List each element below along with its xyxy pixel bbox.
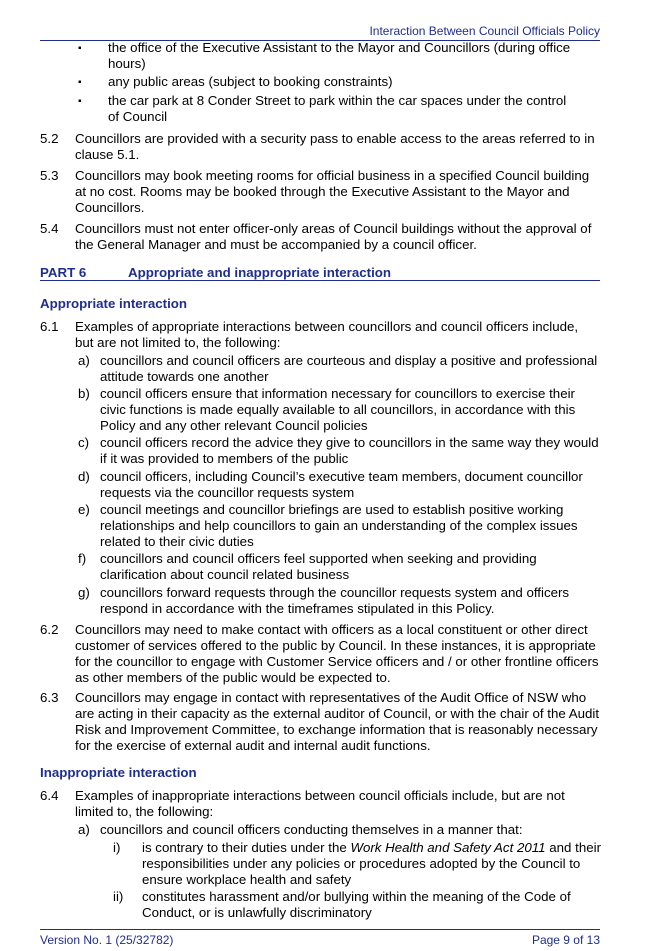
clause-number: 5.2 — [40, 131, 59, 146]
list-label: f) — [78, 551, 87, 566]
sublist-label: ii) — [113, 889, 124, 904]
part-rule — [40, 280, 600, 281]
clause-text: Councillors may book meeting rooms for official business in a specified Council building at no cost. Rooms may be booked through the Executive Assistant to the Mayor and Councillors. — [75, 168, 590, 216]
footer-page-number: Page 9 of 13 — [531, 933, 600, 947]
clause-text: Councillors may need to make contact with officers as a local constituent or other direct customer of services offered to the public by Council. In these instances, it is appropriate for the councillor to engage with Customer Service officers and / or other frontline officers as other members of the public would be expected to. — [75, 622, 599, 686]
list-item: council meetings and councillor briefings are used to establish positive working relationships and help councillors to gain an understanding of the complex issues related to their civic duties — [100, 502, 578, 550]
clause-text: Councillors are provided with a security pass to enable access to the areas referred to in clause 5.1. — [75, 131, 595, 163]
list-label: c) — [78, 435, 90, 450]
list-item: councillors and council officers are courteous and display a positive and professional attitude towards one another — [100, 353, 598, 385]
part-label: PART 6 — [40, 265, 87, 280]
sublist-item — [142, 840, 602, 888]
bullet-marker-1: ▪ — [78, 43, 82, 54]
list-item: councillors and council officers feel supported when seeking and providing clarification about council related business — [100, 551, 537, 583]
act-title: Work Health and Safety Act 2011 — [350, 840, 546, 855]
list-label: d) — [78, 469, 90, 484]
list-item: council officers ensure that information necessary for councillors to exercise their civic functions is made equally available to all councillors, in accordance with this Policy and any other relevant Council policies — [100, 386, 576, 434]
clause-number: 6.4 — [40, 788, 59, 803]
list-label: g) — [78, 585, 90, 600]
bullet-marker-2: ▪ — [78, 77, 82, 88]
section-heading-inappropriate: Inappropriate interaction — [40, 765, 197, 780]
bullet-item-2: any public areas (subject to booking constraints) — [108, 74, 393, 89]
clause-number: 5.3 — [40, 168, 59, 183]
bullet-item-1: the office of the Executive Assistant to the Mayor and Councillors (during office hours) — [108, 40, 571, 72]
section-heading-appropriate: Appropriate interaction — [40, 296, 188, 311]
sublist-text: is contrary to their duties under the — [142, 840, 351, 855]
part-title: Appropriate and inappropriate interaction — [128, 265, 392, 280]
clause-text: Examples of inappropriate interactions between council officials include, but are not limited to, the following: — [75, 788, 565, 820]
clause-text: Councillors may engage in contact with representatives of the Audit Office of NSW who are acting in their capacity as the external auditor of Council, or with the chair of the Audit Risk and Improvement Committee, to exchange information that is reasonably necessary for the exercise of external audit and internal audit functions. — [75, 690, 600, 754]
sublist-item: constitutes harassment and/or bullying within the meaning of the Code of Conduct, or is unlawfully discriminatory — [142, 889, 571, 921]
list-item: councillors forward requests through the councillor requests system and officers respond in accordance with the timeframes stipulated in this Policy. — [100, 585, 570, 617]
clause-number: 6.2 — [40, 622, 59, 637]
list-item: councillors and council officers conducting themselves in a manner that: — [100, 822, 523, 837]
clause-text: Councillors must not enter officer-only areas of Council buildings without the approval of the General Manager and must be accompanied by a council officer. — [75, 221, 592, 253]
list-label: e) — [78, 502, 90, 517]
list-item: council officers record the advice they give to councillors in the same way they would if it was provided to members of the public — [100, 435, 599, 467]
header-title: Interaction Between Council Officials Policy — [369, 24, 600, 38]
clause-number: 6.1 — [40, 319, 59, 334]
clause-number: 5.4 — [40, 221, 59, 236]
sublist-text: and their responsibilities under any policies or procedures adopted by the Council to ensure workplace health and safety — [142, 840, 602, 888]
footer-version: Version No. 1 (25/32782) — [40, 933, 174, 947]
list-label: b) — [78, 386, 90, 401]
list-item: council officers, including Council’s executive team members, document councillor requests via the councillor requests system — [100, 469, 583, 501]
list-label: a) — [78, 353, 90, 368]
sublist-label: i) — [113, 840, 121, 855]
page-header — [40, 24, 600, 41]
bullet-marker-3: ▪ — [78, 96, 82, 107]
list-label: a) — [78, 822, 90, 837]
bullet-item-3: the car park at 8 Conder Street to park within the car spaces under the control of Council — [108, 93, 567, 125]
clause-number: 6.3 — [40, 690, 59, 705]
clause-text: Examples of appropriate interactions between councillors and council officers include, but are not limited to, the following: — [75, 319, 579, 351]
page-footer — [40, 929, 600, 946]
